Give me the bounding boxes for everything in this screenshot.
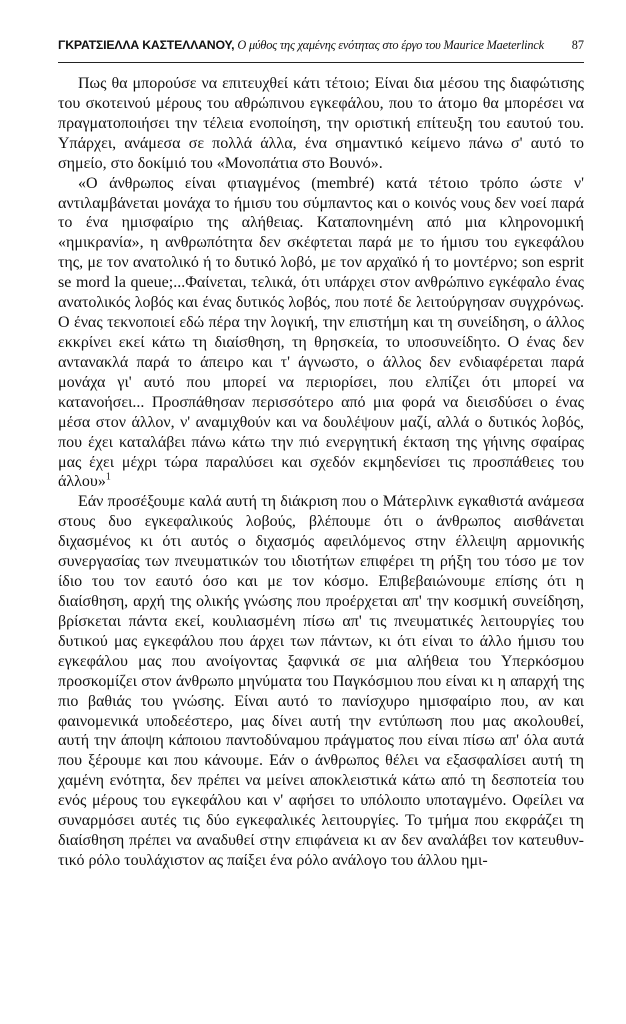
running-head [58,36,584,63]
paragraph-text: «Ο άνθρωπος είναι φτιαγμένος (membré) κατά τέτοιο τρόπο ώστε ν' αντιλαμβάνεται μονάχα το ήμισυ του σύμπαντος και ο κοινός νους δεν νοεί παρά το ένα ημισφαίριο της αλήθειας. Καταπονημένη από μια κληρονομική «ημικρανία», η ανθρωπότητα δεν σκέφτεται παρά με το ήμισυ του εγκεφάλου της, με τον ανατολικό ή το δυτικό λοβό, με τον αρχαϊκό ή το μοντέρνο; son esprit se mord la queue;...Φαίνεται, τελικά, ότι υπάρχει στον ανθρώπινο εγκέφαλο ένας ανατολικός λοβός και ένας δυτικός λοβός, που ποτέ δε λειτούργησαν συγχρόνως. Ο ένας τεκνοποιεί εδώ πέρα την λογική, την επιστήμη και τη συνείδηση, ο άλλος εκκρίνει εκεί κάτω τη διαίσθηση, τη θρησκεία, το υποσυνείδητο. Ο ένας δεν αντανακλά παρά το άπειρο και τ' άγνωστο, ο άλλος δεν ενδιαφέρεται παρά μονάχα γι' αυτό που μπορεί να περιορίσει, που ελπίζει ότι μπορεί να κατανοήσει... Προσπάθησαν περισσότερο από μια φορά να διεισδύσει ο ένας μέσα στον άλλον, ν' αναμιχθούν και να δουλέψουν μαζί, αλλά ο δυτικός λοβός, που έχει καταλάβει πάνω κάτω την πιό ενεργητική έκταση της γήινης σφαίρας μας έχει μέχρι τώρα παραλύσει και σχεδόν εκμηδενίσει τις προσπάθειες του άλλου» [58,174,584,491]
footnote-reference: 1 [105,472,111,484]
body-text [58,74,584,871]
paragraph-text: Εάν προσέξουμε καλά αυτή τη διάκριση που ο Μάτερλινκ εγκαθιστά ανάμεσα στους δυο εγκεφαλικούς λοβούς, βλέπουμε ότι ο άνθρωπος αισθάνεται διχασμένος κι ότι αυτός ο διχασμός αφειλόμενος στην έλλειψη αρμονικής συνεργασίας των πνευματικών του ιδιοτήτων επιφέρει τη ρήξη του τόσο με τον ίδιο του τον εαυτό όσο και με τον κόσμο. Επιβεβαιώνουμε επίσης ότι η διαίσθηση, αρχή της ολικής γνώσης που προέρχεται απ' την κοσμική συνείδηση, βρίσκεται πάντα εκεί, κουλιασμένη πίσω απ' τις πνευματικές λειτουργίες του δυτικού μας εγκεφάλου που άρχει των πάντων, κι ότι είναι το άλλο ήμισυ του εγκεφάλου μας που ανοίγοντας ξαφνικά σε μια αλήθεια του Υπερκόσμου προσκομίζει στον άνθρωπο μηνύματα του Παγκόσμιου που είναι κι η απαρχή της πιο βαθιάς του γνώσης. Είναι αυτό το πανίσχυρο ημισφαίριο που, αν και φαινομενικά υποδεέστερο, μας δίνει αυτή την εντύπωση που μας ακολουθεί, αυτή την άποψη κάποιου παντοδύναμου πράγματος που είναι πίσω απ' όλα αυτά που ξέρουμε και που κάνουμε. Εάν ο άνθρωπος θέλει να εξασφαλίσει αυτή τη χαμένη ενότητα, δεν πρέπει να μείνει αποκλειστικά κάτω από τη δεσποτεία του ενός μέρους του εγκεφάλου και ν' αφήσει το υπόλοιπο υποταγμένο. Οφείλει να συναρμόσει αυτές τις δύο εγκεφαλικές λειτουργίες. Το τμήμα που εκφράζει τη διαίσθηση πρέπει να αναδυθεί στην επιφάνεια κι αν δεν αναλάβει τον κατευθυντικό ρόλο τουλάχιστον ας παίξει ένα ρόλο ανάλογο του άλλου ημι- [58,493,584,869]
paragraph [58,74,584,174]
running-head-title: Ο μύθος της χαμένης ενότητας στο έργο του Maurice Maeterlinck [237,38,544,52]
quotation-paragraph [58,174,584,493]
book-page [58,36,584,996]
paragraph-text: Πως θα μπορούσε να επιτευχθεί κάτι τέτοιο; Είναι δια μέσου της διαφώτισης του σκοτεινού μέρους του αθρώπινου εγκεφάλου, που το άτομο θα μπορέσει να πραγματοποιήσει την τέλεια ενοποίηση, την οριστική επίτευξη του εαυτού του. Υπάρχει, ανάμεσα σε πολλά άλλα, ένα σημαντικό κείμενο πάνω σ' αυτό το σημείο, στο δοκίμιό του «Μονοπάτια στο Βουνό». [58,75,584,172]
page-number: 87 [571,38,584,52]
paragraph [58,492,584,871]
running-head-author: ΓΚΡΑΤΣΙΕΛΛΑ ΚΑΣΤΕΛΛΑΝΟΥ, [58,38,235,52]
